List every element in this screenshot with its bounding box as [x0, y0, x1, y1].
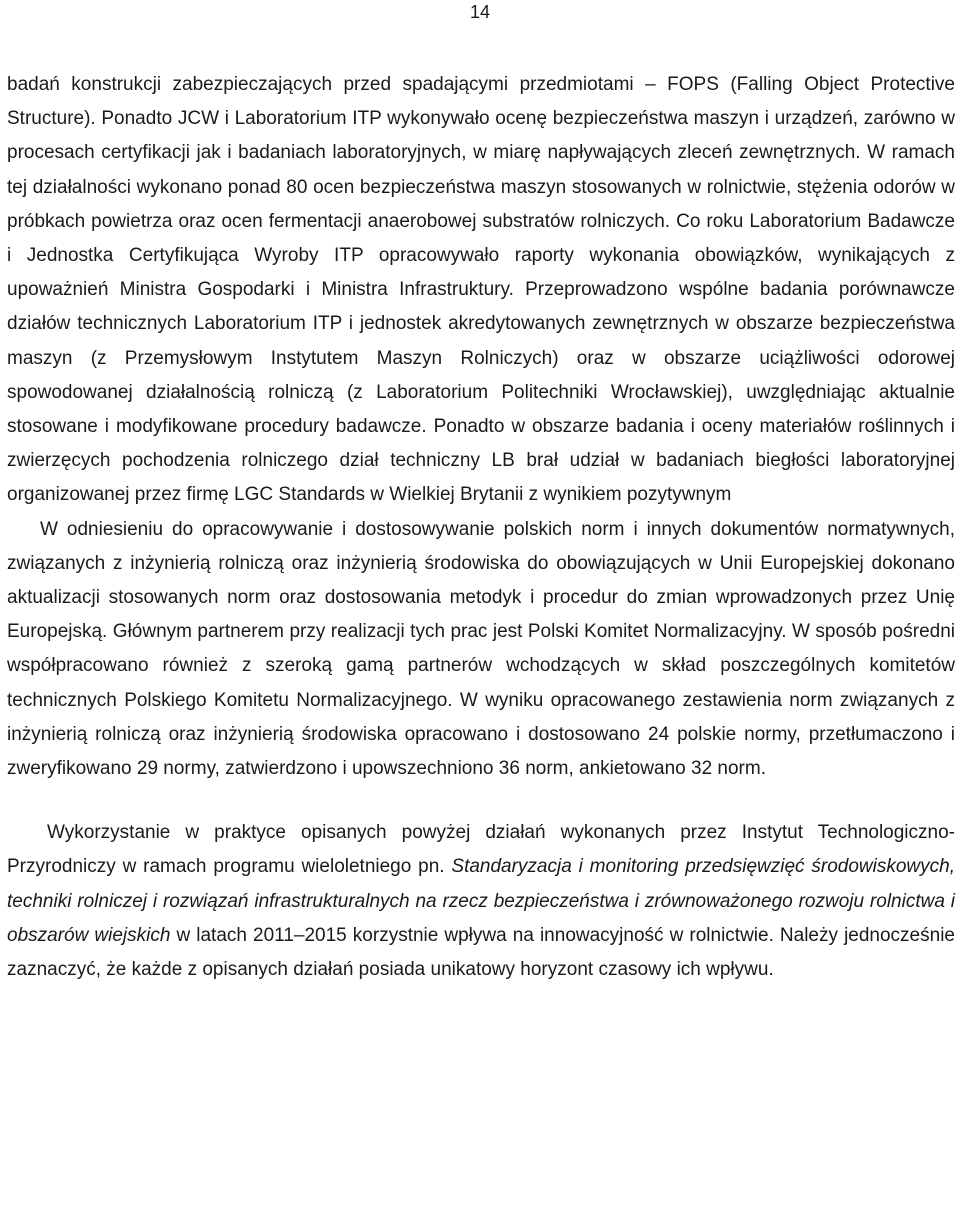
paragraph-conclusion — [7, 816, 955, 987]
conclusion-text-start: Wykorzystanie w praktyce opisanych powyżej działań wykonanych przez Instytut Technologiczno-Przyrodniczy w ramach programu wieloletniego pn. — [7, 822, 955, 878]
document-body — [7, 68, 955, 987]
program-title: Standaryzacja i monitoring przedsięwzięć środowiskowych, techniki rolniczej i rozwiązań infrastrukturalnych na rzecz bezpieczeństwa i zrównoważonego rozwoju rolnictwa i obszarów wiejskich — [7, 856, 955, 946]
paragraph-standards: W odniesieniu do opracowywanie i dostosowywanie polskich norm i innych dokumentów normatywnych, związanych z inżynierią rolniczą oraz inżynierią środowiska do obowiązujących w Unii Europejskiej dokonano aktualizacji stosowanych norm oraz dostosowania metodyk i procedur do zmian wprowadzonych przez Unię Europejską. Głównym partnerem przy realizacji tych prac jest Polski Komitet Normalizacyjny. W sposób pośredni współpracowano również z szeroką gamą partnerów wchodzących w skład poszczególnych komitetów technicznych Polskiego Komitetu Normalizacyjnego. W wyniku opracowanego zestawienia norm związanych z inżynierią rolniczą oraz inżynierią środowiska opracowano i dostosowano 24 polskie normy, przetłumaczono i zweryfikowano 29 normy, zatwierdzono i upowszechniono 36 norm, ankietowano 32 norm. — [7, 518, 955, 780]
page-number: 14 — [469, 2, 491, 22]
conclusion-text-end: w latach 2011–2015 korzystnie wpływa na innowacyjność w rolnictwie. Należy jednocześnie zaznaczyć, że każde z opisanych działań posiada unikatowy horyzont czasowy ich wpływu. — [7, 924, 955, 981]
paragraph-fops-and-laboratory: badań konstrukcji zabezpieczających przed spadającymi przedmiotami – FOPS (Falling Object Protective Structure). Ponadto JCW i Laboratorium ITP wykonywało ocenę bezpieczeństwa maszyn i urządzeń, zarówno w procesach certyfikacji jak i badaniach laboratoryjnych, w miarę napływających zleceń zewnętrznych. W ramach tej działalności wykonano ponad 80 ocen bezpieczeństwa maszyn stosowanych w rolnictwie, stężenia odorów w próbkach powietrza oraz ocen fermentacji anaerobowej substratów rolniczych. Co roku Laboratorium Badawcze i Jednostka Certyfikująca Wyroby ITP opracowywało raporty wykonania obowiązków, wynikających z upoważnień Ministra Gospodarki i Ministra Infrastruktury. Przeprowadzono wspólne badania porównawcze działów technicznych Laboratorium ITP i jednostek akredytowanych zewnętrznych w obszarze bezpieczeństwa maszyn (z Przemysłowym Instytutem Maszyn Rolniczych) oraz w obszarze uciążliwości odorowej spowodowanej działalnością rolniczą (z Laboratorium Politechniki Wrocławskiej), uwzględniając aktualnie stosowane i modyfikowane procedury badawcze. Ponadto w obszarze badania i oceny materiałów roślinnych i zwierzęcych pochodzenia rolniczego dział techniczny LB brał udział w badaniach biegłości laboratoryjnej organizowanej przez firmę LGC Standards w Wielkiej Brytanii z wynikiem pozytywnym — [7, 74, 955, 506]
